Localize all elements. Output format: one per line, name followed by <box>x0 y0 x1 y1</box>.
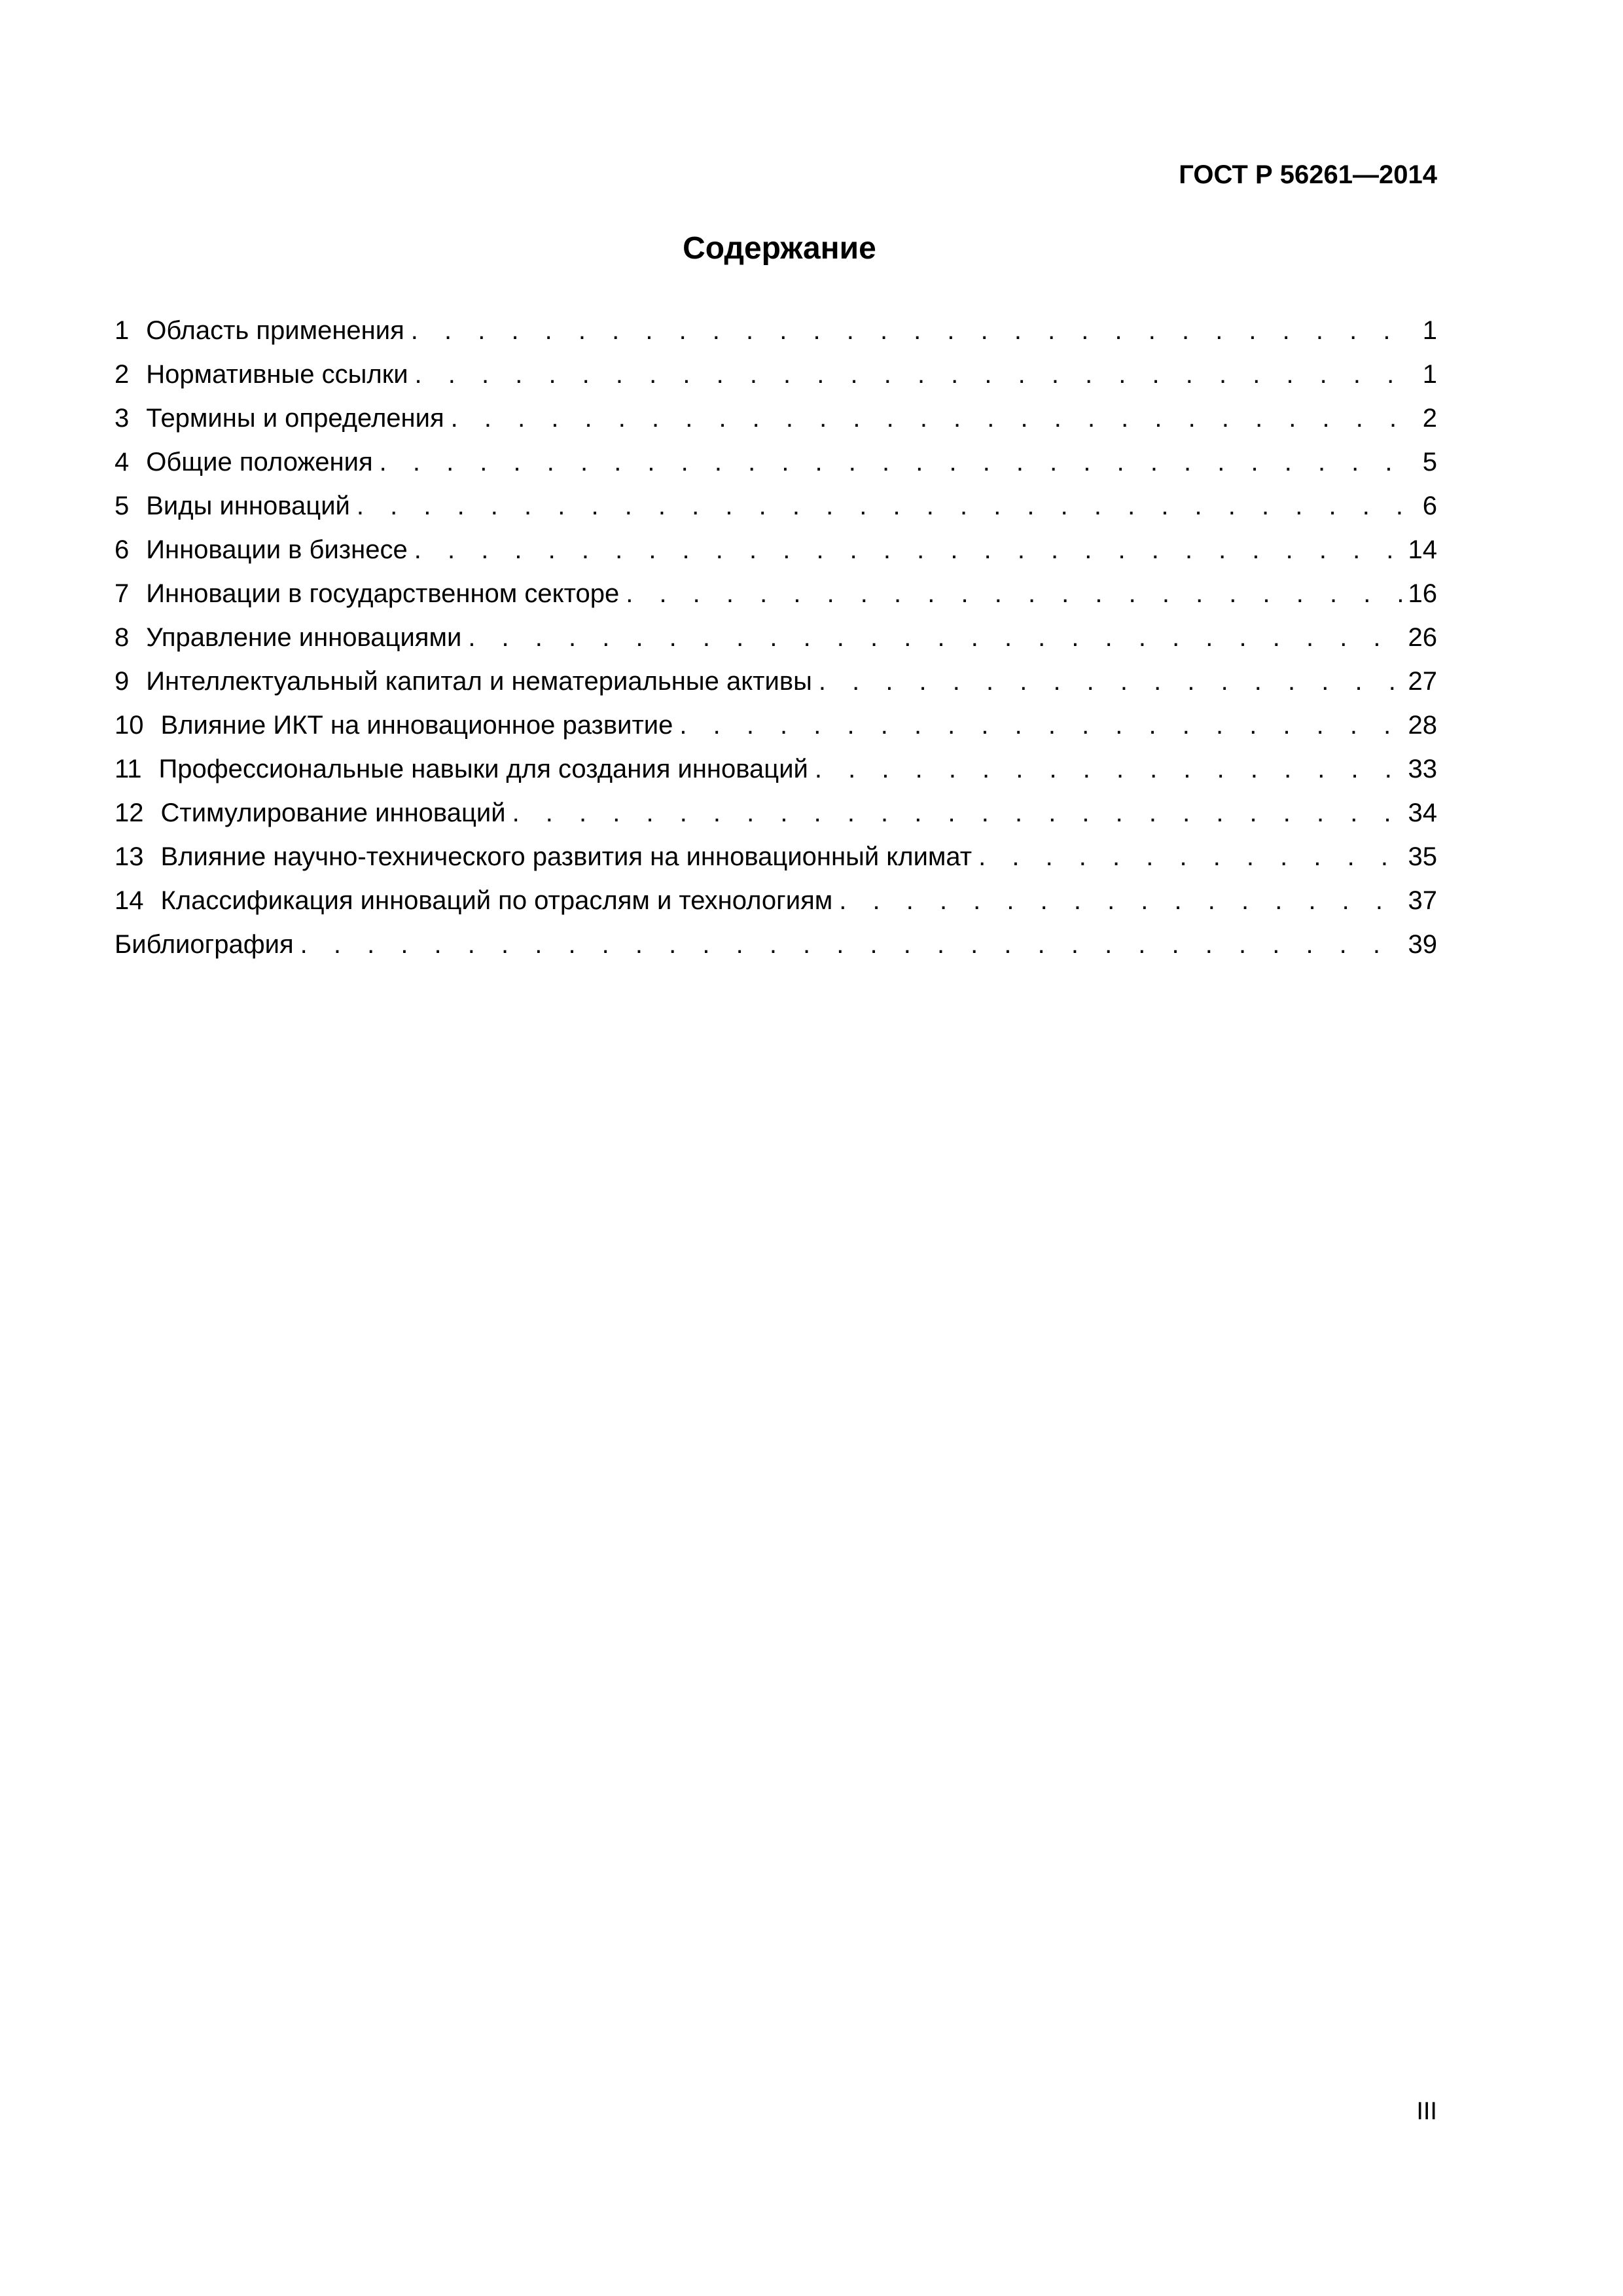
toc-entry-title: Классификация инноваций по отраслям и технологиям <box>160 886 833 915</box>
toc-entry-page: 14 <box>1408 535 1437 564</box>
dot-leader <box>451 397 1419 440</box>
toc-entry[interactable] <box>115 835 1437 879</box>
toc-entry[interactable] <box>115 397 1437 440</box>
toc-entry-page: 1 <box>1422 316 1437 345</box>
dot-leader <box>819 660 1404 704</box>
toc-entry-title: Профессиональные навыки для создания инноваций <box>158 755 808 783</box>
toc-entry-number: 8 <box>115 623 130 652</box>
toc-entry-number: 1 <box>115 316 130 345</box>
toc-entry-title: Область применения <box>146 316 404 345</box>
toc-entry-title: Управление инновациями <box>146 623 462 652</box>
document-designation: ГОСТ Р 56261—2014 <box>1179 160 1437 189</box>
table-of-contents <box>115 309 1437 967</box>
dot-leader <box>839 879 1404 923</box>
dot-leader <box>679 704 1404 747</box>
dot-leader <box>626 572 1404 616</box>
dot-leader <box>300 923 1404 967</box>
toc-entry-number: 10 <box>115 711 144 740</box>
toc-entry[interactable] <box>115 353 1437 397</box>
toc-entry-number: 6 <box>115 535 130 564</box>
toc-entry-title: Общие положения <box>146 448 373 476</box>
toc-entry-title: Термины и определения <box>146 404 444 433</box>
dot-leader <box>512 791 1404 835</box>
toc-entry-title: Стимулирование инноваций <box>160 798 506 827</box>
toc-entry-number: 14 <box>115 886 144 915</box>
toc-entry[interactable] <box>115 484 1437 528</box>
dot-leader <box>978 835 1404 879</box>
toc-entry[interactable] <box>115 572 1437 616</box>
toc-entry-page: 35 <box>1408 842 1437 871</box>
toc-entry[interactable] <box>115 616 1437 660</box>
toc-entry-number: 2 <box>115 360 130 389</box>
toc-heading: Содержание <box>683 231 876 266</box>
toc-entry[interactable] <box>115 528 1437 572</box>
toc-entry[interactable] <box>115 923 1437 967</box>
toc-entry-title: Нормативные ссылки <box>146 360 408 389</box>
toc-entry-title: Инновации в государственном секторе <box>146 579 620 608</box>
toc-entry-number: 11 <box>115 755 142 783</box>
toc-entry-number: 3 <box>115 404 130 433</box>
toc-entry-number: 5 <box>115 492 130 520</box>
toc-entry-page: 2 <box>1422 404 1437 433</box>
toc-entry-number: 13 <box>115 842 144 871</box>
dot-leader <box>380 440 1419 484</box>
toc-entry-page: 33 <box>1408 755 1437 783</box>
dot-leader <box>468 616 1404 660</box>
toc-entry-page: 39 <box>1408 930 1437 959</box>
dot-leader <box>815 747 1404 791</box>
toc-entry-page: 16 <box>1408 579 1437 608</box>
dot-leader <box>357 484 1419 528</box>
toc-entry-page: 37 <box>1408 886 1437 915</box>
toc-entry-title: Библиография <box>115 930 294 959</box>
toc-entry-number: 4 <box>115 448 130 476</box>
toc-entry-page: 26 <box>1408 623 1437 652</box>
toc-entry[interactable] <box>115 791 1437 835</box>
toc-entry[interactable] <box>115 309 1437 353</box>
toc-entry[interactable] <box>115 704 1437 747</box>
toc-entry-page: 1 <box>1422 360 1437 389</box>
dot-leader <box>414 528 1404 572</box>
toc-entry-page: 27 <box>1408 667 1437 696</box>
dot-leader <box>411 309 1419 353</box>
toc-entry[interactable] <box>115 440 1437 484</box>
toc-entry-page: 6 <box>1422 492 1437 520</box>
page-number: III <box>1416 2098 1437 2125</box>
toc-entry[interactable] <box>115 747 1437 791</box>
toc-entry-number: 7 <box>115 579 130 608</box>
dot-leader <box>415 353 1419 397</box>
toc-entry-title: Влияние научно-технического развития на инновационный климат <box>160 842 972 871</box>
toc-entry-title: Влияние ИКТ на инновационное развитие <box>160 711 673 740</box>
toc-entry-title: Виды инноваций <box>146 492 350 520</box>
toc-entry-page: 28 <box>1408 711 1437 740</box>
toc-entry-title: Интеллектуальный капитал и нематериальные активы <box>146 667 812 696</box>
toc-entry[interactable] <box>115 879 1437 923</box>
toc-entry-page: 5 <box>1422 448 1437 476</box>
toc-entry[interactable] <box>115 660 1437 704</box>
toc-entry-title: Инновации в бизнесе <box>146 535 408 564</box>
toc-entry-number: 9 <box>115 667 130 696</box>
toc-entry-page: 34 <box>1408 798 1437 827</box>
toc-entry-number: 12 <box>115 798 144 827</box>
